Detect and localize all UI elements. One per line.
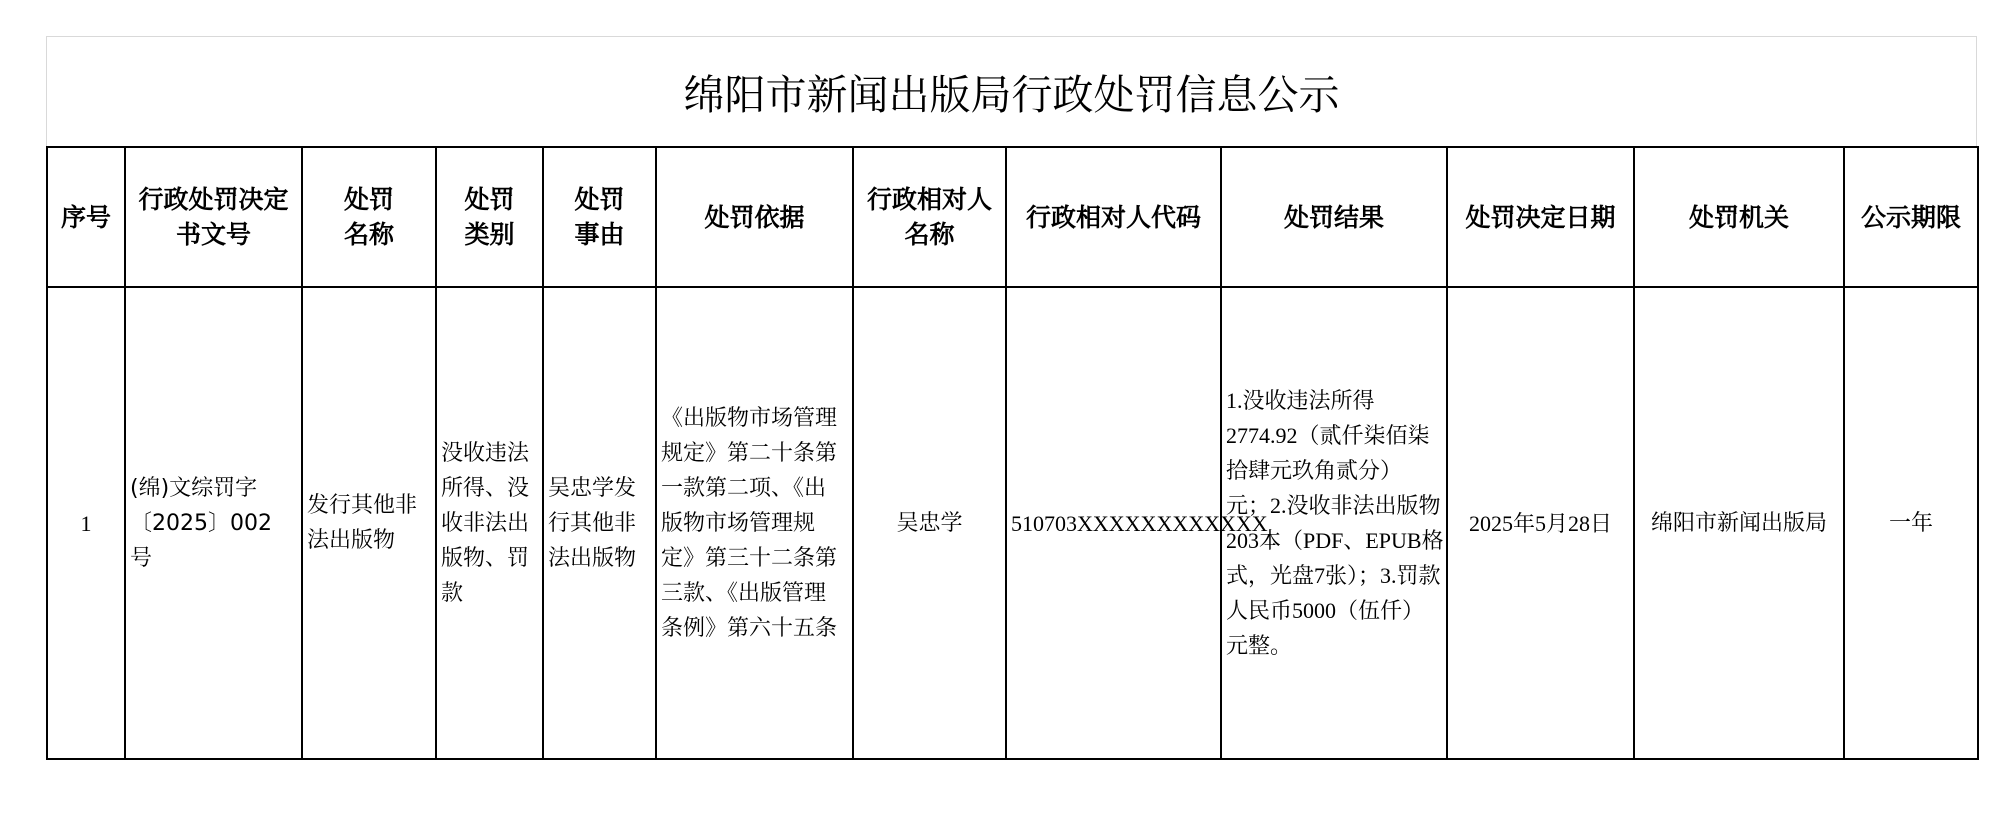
header-authority: 处罚机关 [1634,147,1844,287]
cell-name: 发行其他非法出版物 [302,287,436,759]
header-seq: 序号 [47,147,125,287]
cell-party-code: 510703XXXXXXXXXXXX [1006,287,1221,759]
cell-period: 一年 [1844,287,1978,759]
header-doc-no: 行政处罚决定书文号 [125,147,302,287]
cell-basis: 《出版物市场管理规定》第二十条第一款第二项、《出版物市场管理规定》第三十二条第三款、《出版管理条例》第六十五条 [656,287,853,759]
header-party-name: 行政相对人名称 [853,147,1006,287]
header-basis: 处罚依据 [656,147,853,287]
header-reason: 处罚事由 [543,147,656,287]
cell-doc-no: (绵)文综罚字〔2025〕002号 [125,287,302,759]
cell-date: 2025年5月28日 [1447,287,1634,759]
cell-party-name: 吴忠学 [853,287,1006,759]
header-period: 公示期限 [1844,147,1978,287]
header-party-code: 行政相对人代码 [1006,147,1221,287]
header-category: 处罚类别 [436,147,543,287]
cell-result: 1.没收违法所得2774.92（贰仟柒佰柒拾肆元玖角贰分）元；2.没收非法出版物203本（PDF、EPUB格式，光盘7张）；3.罚款人民币5000（伍仟）元整。 [1221,287,1447,759]
cell-authority: 绵阳市新闻出版局 [1634,287,1844,759]
cell-reason: 吴忠学发行其他非法出版物 [543,287,656,759]
header-result: 处罚结果 [1221,147,1447,287]
penalty-table [46,146,1979,760]
header-date: 处罚决定日期 [1447,147,1634,287]
header-name: 处罚名称 [302,147,436,287]
cell-category: 没收违法所得、没收非法出版物、罚款 [436,287,543,759]
page-title: 绵阳市新闻出版局行政处罚信息公示 [46,36,1977,146]
cell-seq: 1 [47,287,125,759]
header-row [47,147,1978,287]
table-row [47,287,1978,759]
